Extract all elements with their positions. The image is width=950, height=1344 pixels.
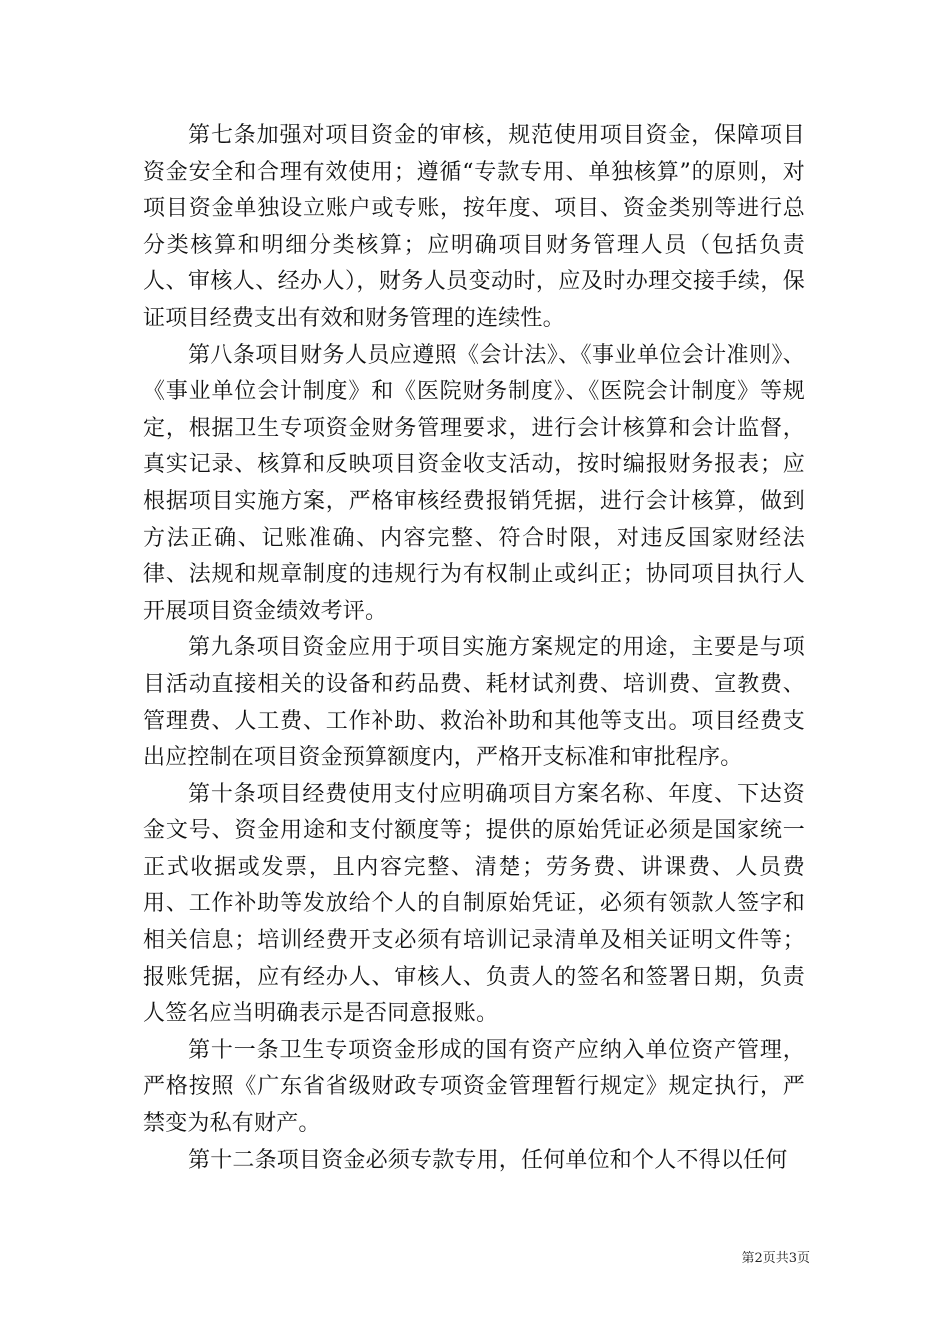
article-11-paragraph: 第十一条卫生专项资金形成的国有资产应纳入单位资产管理，严格按照《广东省省级财政专项资金管理暂行规定》规定执行，严禁变为私有财产。	[143, 1037, 805, 1137]
page-number-footer: 第2页共3页	[741, 1251, 810, 1266]
article-7-paragraph: 第七条加强对项目资金的审核，规范使用项目资金，保障项目资金安全和合理有效使用；遵循“专款专用、单独核算”的原则，对项目资金单独设立账户或专账，按年度、项目、资金类别等进行总分类核算和明细分类核算；应明确项目财务管理人员（包括负责人、审核人、经办人），财务人员变动时，应及时办理交接手续，保证项目经费支出有效和财务管理的连续性。	[143, 123, 805, 331]
article-8-paragraph: 第八条项目财务人员应遵照《会计法》、《事业单位会计准则》、《事业单位会计制度》和《医院财务制度》、《医院会计制度》等规定，根据卫生专项资金财务管理要求，进行会计核算和会计监督，真实记录、核算和反映项目资金收支活动，按时编报财务报表；应根据项目实施方案，严格审核经费报销凭据，进行会计核算，做到方法正确、记账准确、内容完整、符合时限，对违反国家财经法律、法规和规章制度的违规行为有权制止或纠正；协同项目执行人开展项目资金绩效考评。	[143, 342, 805, 624]
article-10-paragraph: 第十条项目经费使用支付应明确项目方案名称、年度、下达资金文号、资金用途和支付额度等；提供的原始凭证必须是国家统一正式收据或发票，且内容完整、清楚；劳务费、讲课费、人员费用、工作补助等发放给个人的自制原始凭证，必须有领款人签字和相关信息；培训经费开支必须有培训记录清单及相关证明文件等；报账凭据，应有经办人、审核人、负责人的签名和签署日期，负责人签名应当明确表示是否同意报账。	[143, 781, 805, 1027]
document-body	[143, 118, 805, 1179]
article-9-paragraph: 第九条项目资金应用于项目实施方案规定的用途，主要是与项目活动直接相关的设备和药品费、耗材试剂费、培训费、宣教费、管理费、人工费、工作补助、救治补助和其他等支出。项目经费支出应控制在项目资金预算额度内，严格开支标准和审批程序。	[143, 635, 805, 771]
article-12-paragraph: 第十二条项目资金必须专款专用，任何单位和个人不得以任何	[188, 1147, 788, 1173]
